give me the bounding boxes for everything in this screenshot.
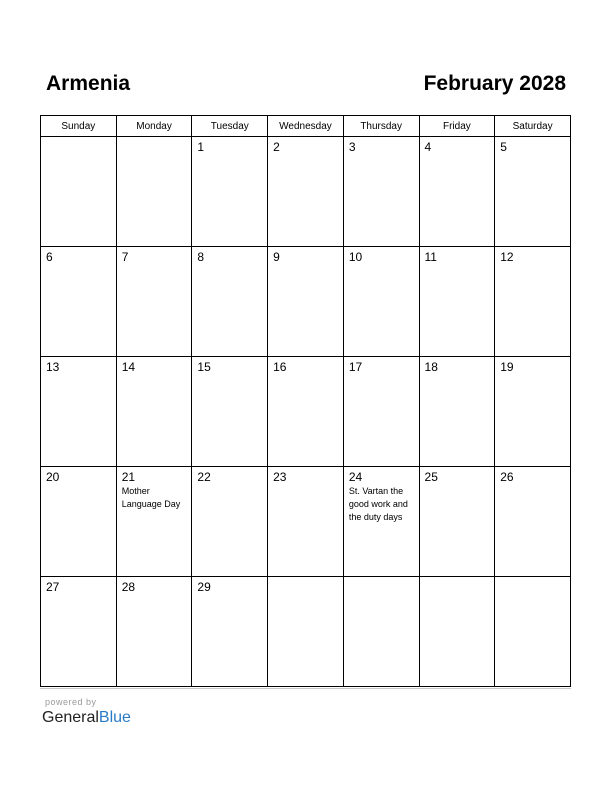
weekday-sunday: Sunday	[41, 116, 117, 137]
day-cell	[116, 577, 192, 687]
day-cell	[343, 577, 419, 687]
day-number: 15	[197, 360, 211, 374]
day-cell	[495, 357, 571, 467]
day-cell	[419, 357, 495, 467]
day-cell	[419, 137, 495, 247]
day-cell	[41, 357, 117, 467]
day-number: 20	[46, 470, 60, 484]
day-cell	[419, 467, 495, 577]
weekday-monday: Monday	[116, 116, 192, 137]
day-cell	[41, 247, 117, 357]
day-number: 4	[424, 140, 432, 154]
day-number: 16	[273, 360, 287, 374]
day-cell	[192, 137, 268, 247]
weekday-thursday: Thursday	[343, 116, 419, 137]
brand-blue: Blue	[98, 709, 131, 726]
day-cell	[41, 467, 117, 577]
day-number: 2	[273, 140, 280, 154]
day-number: 9	[273, 250, 280, 264]
day-number: 22	[197, 470, 211, 484]
day-number: 5	[500, 140, 507, 154]
day-cell	[41, 137, 117, 247]
day-number: 21	[121, 470, 136, 484]
day-cell	[268, 577, 344, 687]
day-cell	[268, 137, 344, 247]
day-cell	[419, 247, 495, 357]
day-cell	[343, 247, 419, 357]
weekday-friday: Friday	[419, 116, 495, 137]
week-row	[41, 247, 571, 357]
week-row	[41, 137, 571, 247]
day-cell	[343, 137, 419, 247]
day-cell	[41, 577, 117, 687]
week-row	[41, 357, 571, 467]
day-cell	[343, 467, 419, 577]
day-cell	[192, 577, 268, 687]
day-cell	[343, 357, 419, 467]
week-row	[41, 467, 571, 577]
day-cell	[116, 137, 192, 247]
day-number: 28	[121, 580, 136, 594]
week-row	[41, 577, 571, 687]
day-cell	[495, 137, 571, 247]
footer-divider	[40, 688, 571, 689]
day-number: 14	[121, 360, 136, 374]
day-cell	[192, 247, 268, 357]
calendar-body	[41, 137, 571, 687]
day-cell	[495, 467, 571, 577]
day-cell	[268, 247, 344, 357]
day-cell	[419, 577, 495, 687]
calendar-grid	[40, 115, 571, 687]
day-cell	[495, 247, 571, 357]
day-cell	[192, 357, 268, 467]
month-year-title: February 2028	[423, 72, 566, 95]
day-number: 8	[197, 250, 205, 264]
day-cell	[268, 467, 344, 577]
day-number: 29	[197, 580, 211, 594]
day-number: 26	[500, 470, 514, 484]
day-cell	[495, 577, 571, 687]
weekday-wednesday: Wednesday	[268, 116, 344, 137]
day-number: 3	[348, 140, 356, 154]
powered-by-label: powered by	[45, 697, 97, 707]
weekday-saturday: Saturday	[495, 116, 571, 137]
day-number: 12	[500, 250, 514, 264]
day-number: 17	[348, 360, 363, 374]
day-number: 10	[348, 250, 363, 264]
holiday-event: Mother Language Day	[121, 486, 181, 509]
day-number: 23	[273, 470, 287, 484]
holiday-event: St. Vartan the good work and the duty days	[348, 486, 408, 522]
day-cell	[116, 357, 192, 467]
day-number: 19	[500, 360, 514, 374]
day-number: 27	[46, 580, 60, 594]
day-cell	[116, 247, 192, 357]
day-number: 11	[424, 250, 437, 264]
day-number: 13	[46, 360, 60, 374]
day-number: 6	[46, 250, 53, 264]
day-number: 24	[348, 470, 363, 484]
weekday-tuesday: Tuesday	[192, 116, 268, 137]
country-title: Armenia	[46, 72, 131, 95]
day-cell	[116, 467, 192, 577]
day-cell	[192, 467, 268, 577]
day-number: 18	[424, 360, 438, 374]
day-number: 25	[424, 470, 438, 484]
generalblue-logo[interactable]	[42, 709, 131, 727]
weekday-header-row	[41, 116, 571, 137]
day-cell	[268, 357, 344, 467]
day-number: 1	[197, 140, 205, 154]
brand-general: General	[42, 709, 99, 726]
day-number: 7	[121, 250, 129, 264]
